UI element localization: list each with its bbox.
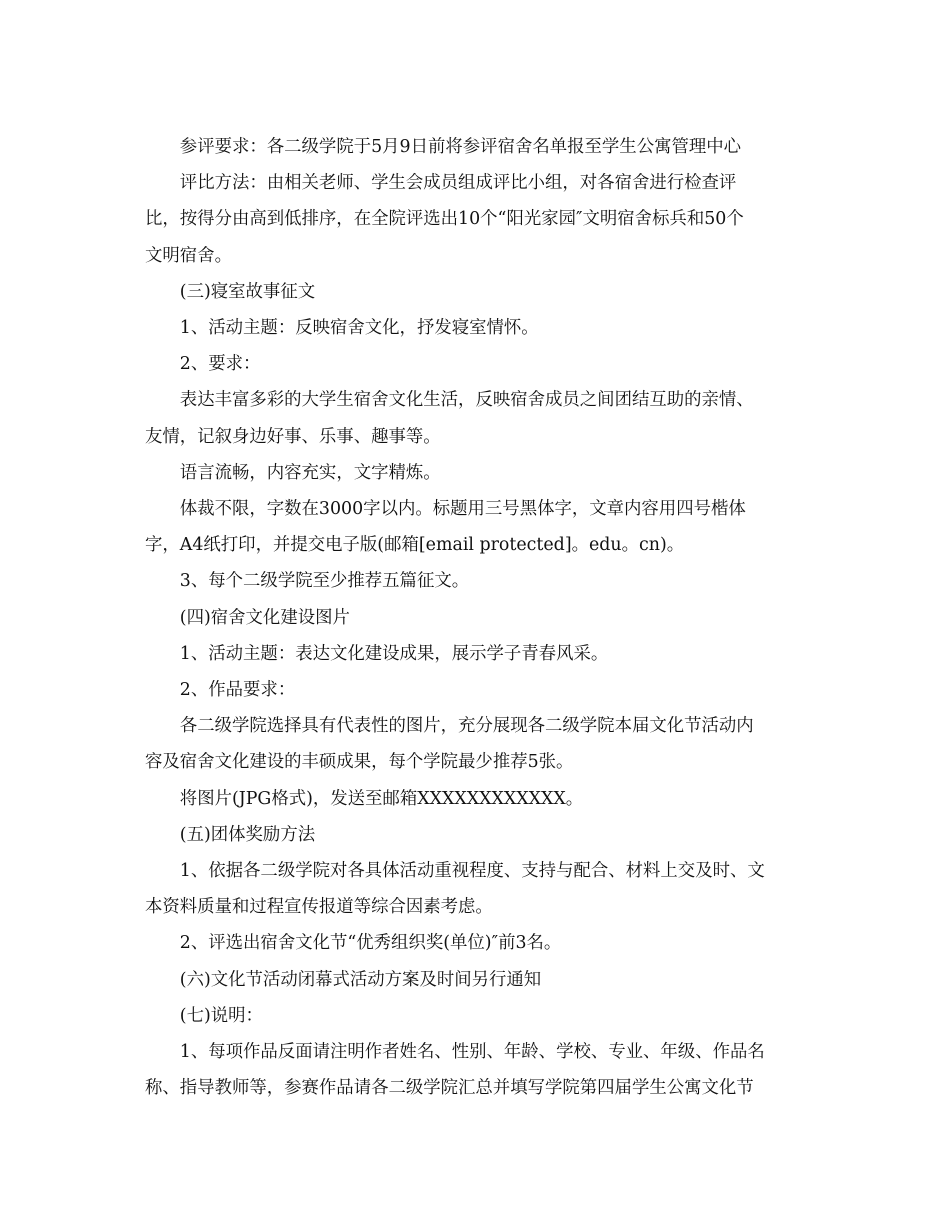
text-line: (七)说明： [179,1005,263,1026]
paragraph-essay-content [145,382,810,454]
paragraph-essay-requirements-label [145,346,810,382]
text-line: 1、活动主题：表达文化建设成果，展示学子青春风采。 [179,643,609,664]
section-heading-group-awards [145,817,810,853]
paragraph-award-selection [145,925,810,961]
text-line: 3、每个二级学院至少推荐五篇征文。 [179,571,470,592]
section-heading-dorm-story-essay [145,274,810,310]
document-body [145,129,810,1106]
paragraph-essay-language [145,455,810,491]
text-line: 友情，记叙身边好事、乐事、趣事等。 [145,426,441,447]
paragraph-photo-requirements-label [145,672,810,708]
text-line: 将图片(JPG格式)，发送至邮箱XXXXXXXXXXXX。 [179,788,584,809]
paragraph-photo-theme [145,636,810,672]
paragraph-photo-content [145,708,810,780]
text-line: 比，按得分由高到低排序，在全院评选出10个“阳光家园″文明宿舍标兵和50个 [145,209,744,230]
text-line: 语言流畅，内容充实，文字精炼。 [179,462,441,483]
text-line: 文明宿舍。 [145,245,232,266]
text-line: 本资料质量和过程宣传报道等综合因素考虑。 [145,897,493,918]
text-line: 2、要求： [179,354,261,375]
text-line: 称、指导教师等，参赛作品请各二级学院汇总并填写学院第四届学生公寓文化节 [145,1078,754,1099]
section-heading-closing-ceremony [145,962,810,998]
paragraph-photo-submission [145,781,810,817]
paragraph-essay-theme [145,310,810,346]
section-heading-notes [145,998,810,1034]
text-line: (三)寝室故事征文 [179,281,316,302]
text-line: 1、依据各二级学院对各具体活动重视程度、支持与配合、材料上交及时、文 [179,861,765,882]
text-line: 2、评选出宿舍文化节“优秀组织奖(单位)″前3名。 [179,933,562,954]
text-line: 参评要求：各二级学院于5月9日前将参评宿舍名单报至学生公寓管理中心 [179,137,742,157]
text-line: 1、活动主题：反映宿舍文化，抒发寝室情怀。 [179,318,539,339]
text-line: 各二级学院选择具有代表性的图片，充分展现各二级学院本届文化节活动内 [179,716,754,737]
text-line: (五)团体奖励方法 [179,824,316,845]
paragraph-essay-quota [145,563,810,599]
text-line: (四)宿舍文化建设图片 [179,607,350,628]
paragraph-notes-content [145,1034,810,1106]
text-line: 评比方法：由相关老师、学生会成员组成评比小组，对各宿舍进行检查评 [179,173,737,194]
text-line: 字，A4纸打印，并提交电子版(邮箱[email protected]。edu。cn)。 [145,535,685,556]
text-line: 2、作品要求： [179,680,296,701]
paragraph-evaluation-requirements [145,129,810,165]
text-line: 容及宿舍文化建设的丰硕成果，每个学院最少推荐5张。 [145,752,574,773]
text-line: 表达丰富多彩的大学生宿舍文化生活，反映宿舍成员之间团结互助的亲情、 [179,390,754,411]
paragraph-essay-format [145,491,810,563]
text-line: 1、每项作品反面请注明作者姓名、性别、年龄、学校、专业、年级、作品名 [179,1042,765,1063]
text-line: (六)文化节活动闭幕式活动方案及时间另行通知 [179,969,542,990]
text-line: 体裁不限，字数在3000字以内。标题用三号黑体字，文章内容用四号楷体 [179,499,746,520]
paragraph-award-criteria [145,853,810,925]
paragraph-evaluation-method [145,165,810,274]
section-heading-dorm-culture-photos [145,600,810,636]
